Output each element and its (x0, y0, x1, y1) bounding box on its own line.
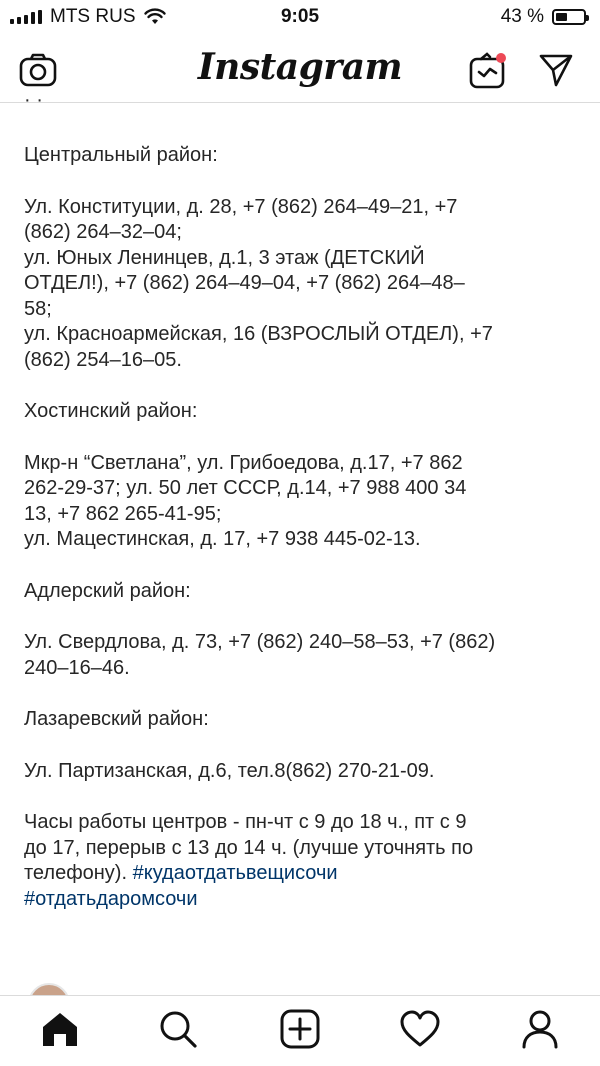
app-header (0, 36, 600, 103)
caption-line: Лазаревский район: (24, 708, 209, 730)
status-right (501, 6, 586, 28)
caption-line: ул. Мацестинская, д. 17, +7 938 445-02-13. (24, 528, 421, 550)
caption-line: Мкр-н “Светлана”, ул. Грибоедова, д.17, +7 862 (24, 451, 463, 474)
bottom-tab-bar (0, 995, 600, 1066)
igtv-icon (468, 50, 508, 90)
tab-profile[interactable] (515, 1004, 565, 1054)
caption-paragraph-hours (24, 810, 584, 912)
caption-line: (862) 264–32–04; (24, 221, 182, 243)
caption-line: 58; (24, 297, 52, 320)
direct-message-icon (538, 52, 574, 88)
caption-paragraph (24, 143, 584, 169)
battery-fill (556, 13, 567, 21)
caption-line: ОТДЕЛ!), +7 (862) 264–49–04, +7 (862) 264–48– (24, 272, 465, 294)
caption-line: (862) 254–16–05. (24, 348, 182, 371)
caption-line: Адлерский район: (24, 579, 191, 602)
tab-home[interactable] (35, 1004, 85, 1054)
post-caption-area[interactable] (0, 89, 600, 995)
search-icon (158, 1009, 198, 1049)
truncated-text-line: · · (24, 89, 43, 111)
caption-paragraph (24, 579, 584, 605)
battery-icon (552, 9, 586, 25)
heart-icon (399, 1010, 441, 1048)
tab-search[interactable] (153, 1004, 203, 1054)
caption-paragraph (24, 195, 584, 374)
caption-paragraph (24, 759, 584, 785)
caption-line: 240–16–46. (24, 656, 130, 679)
igtv-button[interactable] (468, 50, 508, 90)
battery-percent: 43 % (500, 6, 544, 27)
clock: 9:05 (280, 6, 320, 27)
hashtag-link[interactable]: #кудаотдатьвещисочи (132, 862, 338, 884)
caption-paragraph (24, 451, 584, 553)
caption-line: Хостинский район: (24, 400, 198, 422)
caption-line: 13, +7 862 265-41-95; (24, 502, 222, 525)
caption-line: Ул. Конституции, д. 28, +7 (862) 264–49–21, +7 (24, 195, 458, 218)
carrier-name: MTS RUS (50, 6, 136, 27)
caption-line: ул. Красноармейская, 16 (ВЗРОСЛЫЙ ОТДЕЛ), +7 (24, 323, 493, 345)
caption-line: Центральный район: (24, 144, 218, 166)
post-caption (24, 143, 584, 938)
caption-line: Часы работы центров - пн-чт с 9 до 18 ч., пт с 9 (24, 811, 467, 833)
home-icon (40, 1010, 80, 1048)
notification-dot (496, 53, 506, 63)
caption-paragraph (24, 707, 584, 733)
tab-activity[interactable] (395, 1004, 445, 1054)
status-bar (0, 0, 600, 36)
add-post-icon (280, 1009, 320, 1049)
profile-icon (520, 1009, 560, 1049)
instagram-logo: Instagram (197, 46, 403, 88)
hashtag-link[interactable]: #отдатьдаромсочи (24, 887, 198, 910)
tab-add-post[interactable] (275, 1004, 325, 1054)
caption-paragraph (24, 399, 584, 425)
caption-line: Ул. Свердлова, д. 73, +7 (862) 240–58–53, +7 (862) (24, 631, 496, 653)
caption-line: телефону). (24, 862, 133, 884)
caption-paragraph (24, 630, 584, 681)
caption-line: до 17, перерыв с 13 до 14 ч. (лучше уточнять по (24, 836, 474, 859)
caption-line: ул. Юных Ленинцев, д.1, 3 этаж (ДЕТСКИЙ (24, 246, 425, 269)
caption-line: 262-29-37; ул. 50 лет СССР, д.14, +7 988 400 34 (24, 477, 467, 499)
direct-messages-button[interactable] (536, 50, 576, 90)
caption-line: Ул. Партизанская, д.6, тел.8(862) 270-21-09. (24, 759, 435, 782)
